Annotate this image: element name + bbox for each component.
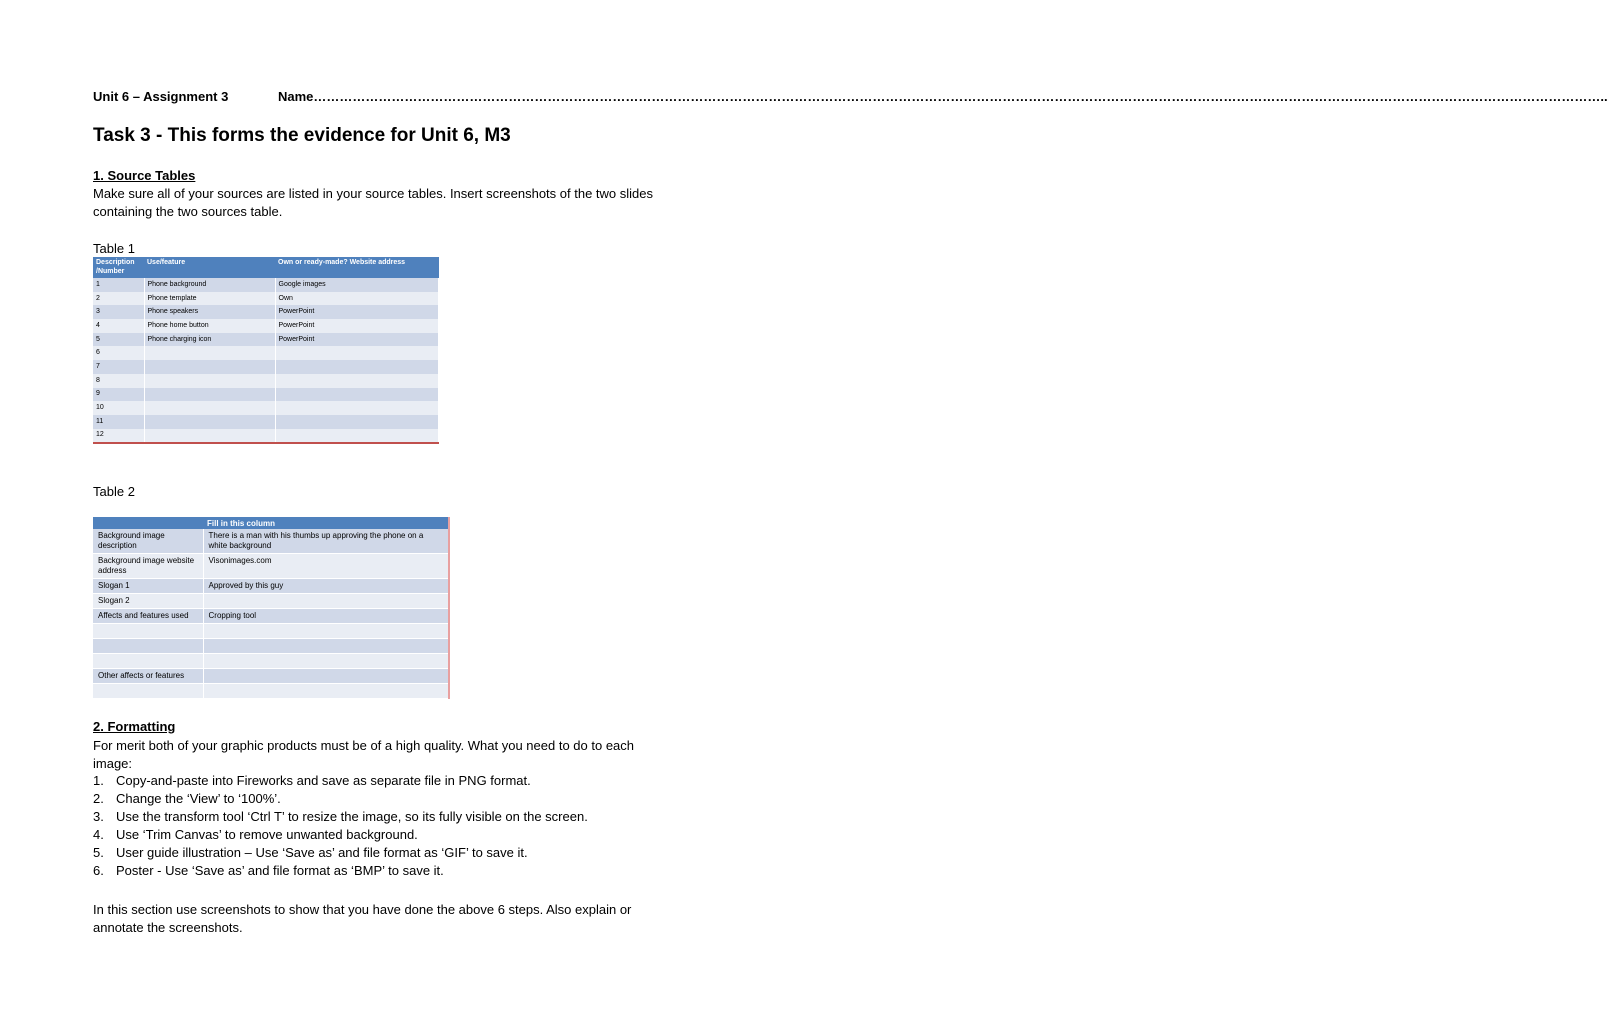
table-cell [275,429,439,444]
table-cell [93,684,203,699]
table-row [93,360,439,374]
table-cell [275,401,439,415]
table-row [93,654,449,669]
table-cell: Background image website address [93,554,203,579]
table-cell: Slogan 2 [93,594,203,609]
table-cell [203,594,449,609]
table-row [93,429,439,444]
table-cell [144,401,275,415]
table-row [93,594,449,609]
table-row [93,684,449,699]
table-cell: 10 [93,401,144,415]
name-field: Name……………………………………………………………………………………………………………………………………………………………………………………………………………………………………………………………………….. [278,89,1608,104]
table-cell [275,388,439,402]
step-number: 1. [93,773,104,788]
list-item [93,844,588,862]
table-cell: Approved by this guy [203,579,449,594]
table-cell: Slogan 1 [93,579,203,594]
table1-header-cell: Use/feature [144,257,275,278]
table-cell [203,624,449,639]
table-cell: 12 [93,429,144,444]
table-cell [203,684,449,699]
table-row [93,333,439,347]
step-text: Copy-and-paste into Fireworks and save as separate file in PNG format. [116,773,531,788]
table-row [93,554,449,579]
list-item [93,790,588,808]
task-title: Task 3 - This forms the evidence for Unit 6, M3 [93,125,511,146]
table-row [93,319,439,333]
table-cell: Visonimages.com [203,554,449,579]
table-cell [275,415,439,429]
table-row [93,292,439,306]
table-cell [275,374,439,388]
table-cell [203,654,449,669]
table-row [93,374,439,388]
table-cell: PowerPoint [275,305,439,319]
table1-header-cell: Own or ready-made? Website address [275,257,439,278]
table-cell: There is a man with his thumbs up approving the phone on a white background [203,529,449,554]
table-cell [203,639,449,654]
table-cell [144,429,275,444]
table-cell: Phone template [144,292,275,306]
table-cell: 6 [93,346,144,360]
step-text: Use the transform tool ‘Ctrl T’ to resize the image, so its fully visible on the screen. [116,809,588,824]
table-cell [203,669,449,684]
table-row [93,415,439,429]
unit-label: Unit 6 – Assignment 3 [93,89,229,104]
table-row [93,401,439,415]
table-row [93,669,449,684]
table-cell: Phone background [144,278,275,292]
step-number: 4. [93,827,104,842]
section2-intro: For merit both of your graphic products must be of a high quality. What you need to do to each image: [93,738,635,771]
formatting-steps-list [93,772,588,880]
table1-header-cell: Description /Number [93,257,144,278]
table-cell: Google images [275,278,439,292]
section2-heading: 2. Formatting [93,719,176,734]
table-cell [275,346,439,360]
list-item [93,826,588,844]
step-number: 6. [93,863,104,878]
table-cell: Phone speakers [144,305,275,319]
table-cell: 4 [93,319,144,333]
table-cell [93,624,203,639]
table-row [93,346,439,360]
table-cell: PowerPoint [275,319,439,333]
source-table-2 [93,517,450,699]
step-number: 3. [93,809,104,824]
table-row [93,579,449,594]
step-text: Change the ‘View’ to ‘100%’. [116,791,281,806]
table-cell [93,654,203,669]
table-row [93,388,439,402]
step-text: Poster - Use ‘Save as’ and file format as ‘BMP’ to save it. [116,863,444,878]
table-cell [144,346,275,360]
table-row [93,278,439,292]
table2-header-cell [93,517,203,529]
table-cell: Phone charging icon [144,333,275,347]
table-cell: 1 [93,278,144,292]
step-number: 2. [93,791,104,806]
table-cell [144,374,275,388]
table-cell: Cropping tool [203,609,449,624]
table-row [93,609,449,624]
step-text: Use ‘Trim Canvas’ to remove unwanted background. [116,827,418,842]
table-row [93,305,439,319]
table-row [93,529,449,554]
table-cell: Phone home button [144,319,275,333]
table-cell [144,415,275,429]
table-cell [275,360,439,374]
section2-closing: In this section use screenshots to show that you have done the above 6 steps. Also explain or annotate the screenshots. [93,902,632,935]
table-cell [144,360,275,374]
table-cell: Background image description [93,529,203,554]
table-row [93,639,449,654]
table-cell: Own [275,292,439,306]
table1-caption: Table 1 [93,241,135,256]
table-cell: Affects and features used [93,609,203,624]
table-cell: 11 [93,415,144,429]
table-cell: 5 [93,333,144,347]
table-cell: 2 [93,292,144,306]
step-text: User guide illustration – Use ‘Save as’ and file format as ‘GIF’ to save it. [116,845,528,860]
table-cell: 9 [93,388,144,402]
table-cell [93,639,203,654]
table-cell: PowerPoint [275,333,439,347]
section1-heading: 1. Source Tables [93,168,196,183]
list-item [93,808,588,826]
section1-body: Make sure all of your sources are listed in your source tables. Insert screenshots of the two slides containing the two sources table. [93,186,653,219]
table-cell: 7 [93,360,144,374]
step-number: 5. [93,845,104,860]
list-item [93,862,588,880]
header-line [93,89,1608,104]
table-cell: 8 [93,374,144,388]
list-item [93,772,588,790]
table2-caption: Table 2 [93,484,135,499]
table-cell [144,388,275,402]
table-row [93,624,449,639]
table2-header-cell: Fill in this column [203,517,449,529]
table-cell: 3 [93,305,144,319]
source-table-1 [93,257,439,444]
table-cell: Other affects or features [93,669,203,684]
